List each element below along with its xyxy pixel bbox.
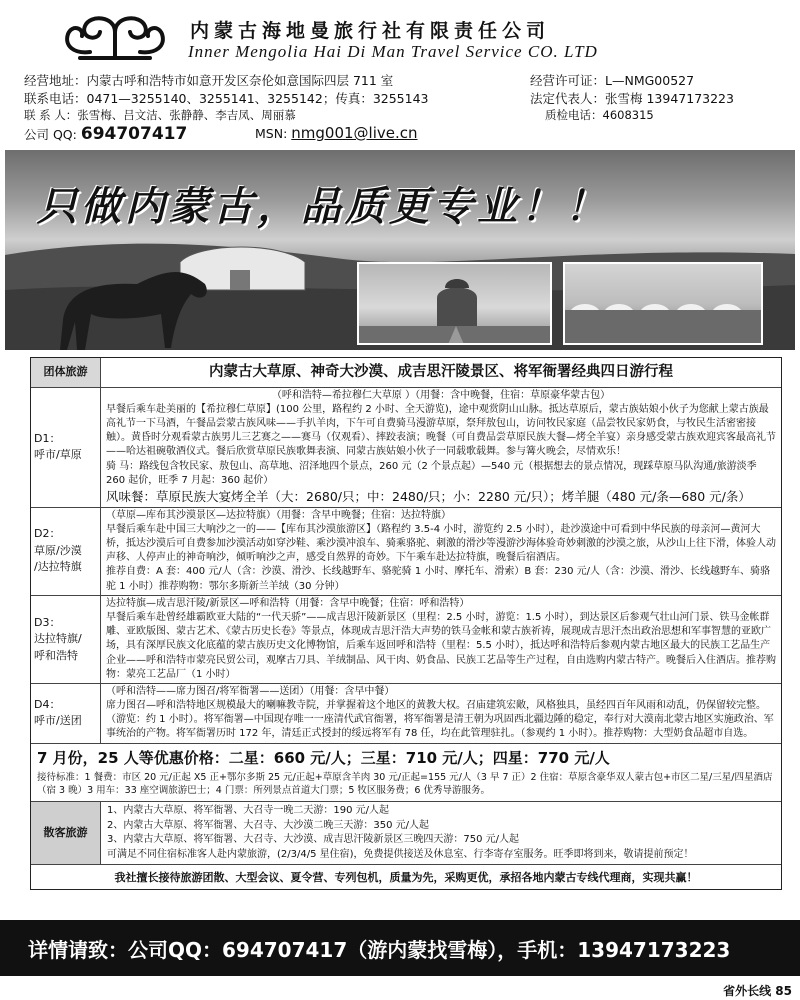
day-body: 早餐后乘车赴曾经雄霸欧亚大陆的“一代天骄”——成吉思汗陵新景区（里程：2.5 小时，游览：1.5 小时），到达景区后参观气壮山河门景、铁马金帐群雕、亚欧版图、蒙古艺术、《蒙古历史长卷》等景点，体现成吉思汗浩大声势的铁马金帐和蒙古族祈祷，展现成吉思汗杰出政治思想和军事智慧的亚欧广场，具有深厚民族文化底蕴的蒙古族历史文化博物馆，后乘车返回呼和浩特（里程：5.5 小时），抵达呼和浩特后参观内蒙古地区最大的民族工艺品生产企业——呼和浩特市蒙亮民贸公司，观摩古刀具、羊绒制品、风干肉、奶食品、民族工艺品等生产过程，自由选购内蒙古特产。晚餐后入住酒店。推荐购物：蒙亮工艺品厂（1 小时） xyxy=(106,611,776,680)
page-footer: 省外长线 85 xyxy=(723,984,792,998)
day-body: 早餐后乘车赴中国三大响沙之一的——【库布其沙漠旅游区】（路程约 3.5-4 小时，游览约 2.5 小时），赴沙漠途中可看到中华民族的母亲河—黄河大桥，抵达沙漠后可自费参加沙漠活动如穿沙鞋、乘沙漠冲浪车、骑乘骆驼、刺激的滑沙等漫游沙海体验奇妙刺激的沙漠之旅，从沙山上往下滑，体验人动声移、人停声止的神奇响沙，倾听响沙之声，感受自然界的奇妙。下午乘车赴达拉特旗，晚餐后宿酒店。 xyxy=(106,523,776,564)
contacts: 联 系 人：张雪梅、吕文洁、张静静、李吉凤、周丽慕 xyxy=(24,108,296,122)
price-line: 7 月份，25 人等优惠价格：二星：660 元/人；三星：710 元/人；四星：770 元/人 xyxy=(31,743,781,770)
banner xyxy=(5,150,795,350)
itinerary-title-row xyxy=(31,358,781,387)
msn-line xyxy=(255,124,418,142)
day-label: D1： 呼市/草原 xyxy=(31,388,101,507)
day-extra: 骑 马：路线包含牧民家、敖包山、高草地、沼泽地四个景点，260 元（2 个景点起）—540 元（根据想去的景点情况，现踩草原马队沟通/旅游淡季 260 起价，旺季 7 月起：360 起价） xyxy=(106,460,757,486)
address: 经营地址：内蒙古呼和浩特市如意开发区奈伦如意国际四层 711 室 xyxy=(24,73,394,88)
individual-tour-label: 散客旅游 xyxy=(31,802,101,864)
qq-number: 694707417 xyxy=(80,124,188,144)
day-meta: （草原—库布其沙漠景区—达拉特旗）（用餐：含早中晚餐；住宿：达拉特旗） xyxy=(106,509,451,521)
day-body: 席力图召—呼和浩特地区规模最大的喇嘛教寺院，并掌握着这个地区的黄教大权。召庙建筑宏敞，风格独具，虽经四百年风雨和动乱，仍保留较完整。（游览：约 1 小时）。将军衙署—中国现存唯一一座清代武官衙署，将军衙署是清王朝为巩固西北疆边陲的稳定，奉行对大漠南北蒙古地区实施政治、军事统治的产物。将军衙署历时 172 年，清廷正式授封的绥远将军有 78 任，均在此管理驻扎。（参观约 1 小时）。推荐购物：大型奶食品超市自选。 xyxy=(106,700,774,740)
day-body: 早餐后乘车赴美丽的【希拉穆仁草原】(100 公里，路程约 2 小时、全天游览)，途中观赏阴山山脉。抵达草原后，蒙古族姑娘小伙子为您献上蒙古族最高礼节一下马酒，午餐品尝蒙古族风味——手扒羊肉，下午可自费骑马漫游草原，祭拜敖包山，访问牧民家庭（品尝牧民家奶食，与牧民生活密密接触）。黄昏时分观看蒙古族男儿三艺赛之——赛马（仅观看）、摔跤表演；晚餐（可自费品尝草原民族大餐—烤全羊宴）亲身感受蒙古族欢迎宾客最高礼节——哈达祖碗敬酒仪式。餐后欣赏草原民族歌舞表演、同蒙古族姑娘小伙子一同载歌载舞。参与篝火晚会，尽情欢乐！ xyxy=(106,403,776,458)
day-meta: 达拉特旗—成吉思汗陵/新景区—呼和浩特（用餐：含早中晚餐；住宿：呼和浩特） xyxy=(106,597,470,609)
qq-label: 公司 QQ: xyxy=(24,127,77,142)
company-name-cn: 内蒙古海地曼旅行社有限责任公司 xyxy=(190,20,551,42)
day-row xyxy=(31,387,781,507)
contact-bar: 详情请致：公司QQ：694707417（游内蒙找雪梅），手机：13947173223 xyxy=(0,920,800,976)
phone: 联系电话：0471—3255140、3255141、3255142；传真：3255143 xyxy=(24,91,429,106)
day-label: D3： 达拉特旗/ 呼和浩特 xyxy=(31,596,101,683)
individual-tour-note: 可满足不同住宿标准客人赴内蒙旅游，(2/3/4/5 星住宿)，免费提供接送及休息室、行李寄存室服务。旺季即将到来，敬请提前预定！ xyxy=(107,848,694,860)
day-row xyxy=(31,507,781,595)
individual-tour-item: 2、内蒙古大草原、将军衙署、大召寺、大沙漠二晚三天游：350 元/人起 xyxy=(107,819,429,831)
qq-line xyxy=(24,124,187,144)
day-label: D4： 呼市/送团 xyxy=(31,684,101,743)
category-label: 团体旅游 xyxy=(31,358,101,387)
company-name-en: Inner Mengolia Hai Di Man Travel Service CO. LTD xyxy=(188,42,598,61)
day-extra: 推荐自费：A 套：400 元/人（含：沙漠、滑沙、长线越野车、骆驼骑 1 小时、摩托车、滑索）B 套：230 元/人（含：沙漠、滑沙、长线越野车、骑骆驼 1 小时）推荐购物：鄂尔多斯新兰羊绒（30 分钟） xyxy=(106,566,771,592)
company-header xyxy=(0,0,800,150)
itinerary-title: 内蒙古大草原、神奇大沙漠、成吉思汗陵景区、将军衙署经典四日游行程 xyxy=(209,364,673,380)
day-label: D2： 草原/沙漠 /达拉特旗 xyxy=(31,508,101,595)
service-standard: 接待标准：1 餐费：市区 20 元/正起 X5 正+鄂尔多斯 25 元/正起+草原含羊肉 30 元/正起=155 元/人（3 早 7 正）2 住宿：草原含豪华双人蒙古包+市区二星/三星/四星酒店（宿 3 晚）3 用车：33 座空调旅游巴士；4 门票：所列景点首道大门票；5 牧区服务费；6 优秀导游服务。 xyxy=(37,771,773,797)
day-row xyxy=(31,683,781,743)
msn-label: MSN: xyxy=(255,126,288,141)
agency-services-note: 我社擅长接待旅游团散、大型会议、夏令营、专列包机，质量为先，采购更优，承招各地内蒙古专线代理商，实现共赢！ xyxy=(31,864,781,889)
day-meta: （呼和浩特—希拉穆仁大草原 ）（用餐：含中晚餐，住宿：草原豪华蒙古包） xyxy=(271,389,611,401)
individual-tour-item: 1、内蒙古大草原、将军衙署、大召寺一晚二天游：190 元/人起 xyxy=(107,805,389,817)
license: 经营许可证：L—NMG00527 xyxy=(530,73,695,88)
day-row xyxy=(31,595,781,683)
itinerary-table xyxy=(30,357,782,890)
msn-address[interactable]: nmg001@live.cn xyxy=(291,124,418,142)
day-meta: （呼和浩特——席力图召/将军衙署——送团）（用餐：含早中餐） xyxy=(106,685,395,697)
mausoleum-photo xyxy=(357,262,552,345)
slogan: 只做内蒙古，品质更专业！！ xyxy=(37,183,609,230)
legal-rep: 法定代表人：张雪梅 13947173223 xyxy=(530,91,734,106)
quality-phone: 质检电话：4608315 xyxy=(545,108,654,122)
individual-tour-row xyxy=(31,801,781,864)
individual-tour-item: 3、内蒙古大草原、将军衙署、大召寺、大沙漠、成吉思汗陵新景区三晚四天游：750 元/人起 xyxy=(107,834,519,846)
yurt-camp-photo xyxy=(563,262,763,345)
company-logo xyxy=(60,10,170,65)
day-extra: 风味餐：草原民族大宴烤全羊（大：2680/只；中：2480/只；小：2280 元/只）；烤羊腿（480 元/条—680 元/条） xyxy=(106,488,751,504)
